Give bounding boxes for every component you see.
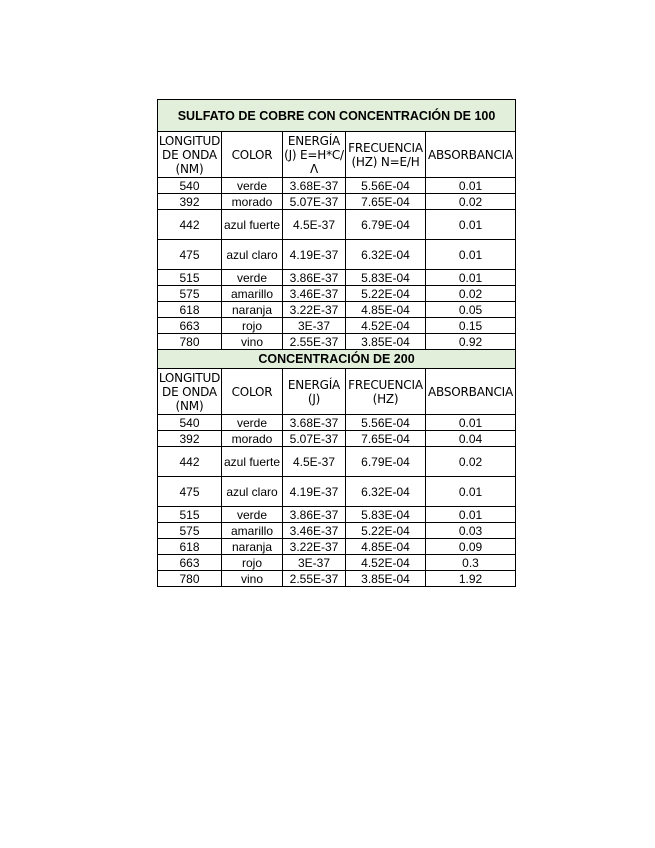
cell-frecuencia: 7.65E-04: [346, 431, 426, 447]
cell-frecuencia: 5.22E-04: [346, 523, 426, 539]
cell-absorbancia: 0.15: [426, 318, 516, 334]
cell-absorbancia: 1.92: [426, 571, 516, 587]
cell-frecuencia: 6.79E-04: [346, 447, 426, 477]
header-frecuencia: FRECUENCIA (HZ): [346, 369, 426, 415]
cell-energia: 2.55E-37: [283, 571, 346, 587]
section-title-row: [158, 350, 516, 369]
cell-frecuencia: 4.85E-04: [346, 539, 426, 555]
cell-color: rojo: [222, 318, 283, 334]
table-row: [158, 194, 516, 210]
absorbance-table: [157, 99, 516, 587]
cell-color: verde: [222, 178, 283, 194]
cell-longitud: 663: [158, 318, 222, 334]
table-row: [158, 178, 516, 194]
table-row: [158, 286, 516, 302]
table-row: [158, 431, 516, 447]
header-absorbancia: ABSORBANCIA: [426, 369, 516, 415]
cell-absorbancia: 0.09: [426, 539, 516, 555]
cell-energia: 4.19E-37: [283, 240, 346, 270]
cell-frecuencia: 6.32E-04: [346, 477, 426, 507]
cell-longitud: 442: [158, 210, 222, 240]
cell-frecuencia: 5.56E-04: [346, 415, 426, 431]
cell-color: morado: [222, 431, 283, 447]
cell-absorbancia: 0.02: [426, 447, 516, 477]
cell-energia: 3.22E-37: [283, 539, 346, 555]
cell-absorbancia: 0.02: [426, 286, 516, 302]
table-row: [158, 210, 516, 240]
cell-absorbancia: 0.04: [426, 431, 516, 447]
cell-energia: 3E-37: [283, 555, 346, 571]
header-color: COLOR: [222, 369, 283, 415]
header-row-100: [158, 132, 516, 178]
cell-absorbancia: 0.05: [426, 302, 516, 318]
cell-absorbancia: 0.01: [426, 270, 516, 286]
cell-absorbancia: 0.01: [426, 415, 516, 431]
cell-color: rojo: [222, 555, 283, 571]
cell-energia: 4.5E-37: [283, 210, 346, 240]
cell-absorbancia: 0.01: [426, 178, 516, 194]
cell-longitud: 515: [158, 270, 222, 286]
cell-energia: 3.68E-37: [283, 178, 346, 194]
cell-longitud: 475: [158, 240, 222, 270]
cell-longitud: 663: [158, 555, 222, 571]
cell-frecuencia: 4.52E-04: [346, 555, 426, 571]
cell-longitud: 780: [158, 571, 222, 587]
cell-energia: 3.86E-37: [283, 507, 346, 523]
header-longitud: LONGITUD DE ONDA (NM): [158, 133, 221, 176]
cell-energia: 5.07E-37: [283, 194, 346, 210]
cell-color: azul claro: [222, 240, 283, 270]
cell-absorbancia: 0.01: [426, 240, 516, 270]
table-row: [158, 270, 516, 286]
cell-energia: 4.19E-37: [283, 477, 346, 507]
header-longitud: LONGITUD DE ONDA (NM): [158, 370, 221, 413]
cell-frecuencia: 6.32E-04: [346, 240, 426, 270]
cell-color: azul claro: [222, 477, 283, 507]
table-row: [158, 318, 516, 334]
table-row: [158, 302, 516, 318]
cell-longitud: 540: [158, 415, 222, 431]
cell-absorbancia: 0.01: [426, 477, 516, 507]
cell-absorbancia: 0.02: [426, 194, 516, 210]
header-row-200: [158, 369, 516, 415]
cell-color: naranja: [222, 539, 283, 555]
cell-frecuencia: 5.83E-04: [346, 270, 426, 286]
cell-longitud: 475: [158, 477, 222, 507]
cell-absorbancia: 0.01: [426, 507, 516, 523]
cell-longitud: 442: [158, 447, 222, 477]
cell-color: verde: [222, 415, 283, 431]
table-row: [158, 523, 516, 539]
cell-energia: 3E-37: [283, 318, 346, 334]
cell-frecuencia: 5.83E-04: [346, 507, 426, 523]
table-title-row: [158, 100, 516, 132]
cell-longitud: 575: [158, 523, 222, 539]
cell-longitud: 515: [158, 507, 222, 523]
table-row: [158, 571, 516, 587]
cell-color: amarillo: [222, 523, 283, 539]
cell-longitud: 575: [158, 286, 222, 302]
cell-longitud: 618: [158, 302, 222, 318]
header-energia: ENERGÍA (J): [283, 369, 346, 415]
cell-color: vino: [222, 334, 283, 350]
cell-energia: 4.5E-37: [283, 447, 346, 477]
header-absorbancia: ABSORBANCIA: [426, 132, 516, 178]
cell-energia: 3.86E-37: [283, 270, 346, 286]
cell-frecuencia: 5.22E-04: [346, 286, 426, 302]
cell-absorbancia: 0.03: [426, 523, 516, 539]
cell-color: naranja: [222, 302, 283, 318]
table-title: SULFATO DE COBRE CON CONCENTRACIÓN DE 100: [158, 100, 516, 132]
cell-energia: 5.07E-37: [283, 431, 346, 447]
cell-longitud: 618: [158, 539, 222, 555]
cell-frecuencia: 3.85E-04: [346, 334, 426, 350]
cell-frecuencia: 6.79E-04: [346, 210, 426, 240]
header-frecuencia: FRECUENCIA (HZ) N=E/H: [346, 132, 426, 178]
table-row: [158, 240, 516, 270]
cell-energia: 2.55E-37: [283, 334, 346, 350]
cell-frecuencia: 5.56E-04: [346, 178, 426, 194]
cell-energia: 3.46E-37: [283, 523, 346, 539]
cell-color: verde: [222, 270, 283, 286]
table-row: [158, 334, 516, 350]
cell-longitud: 392: [158, 431, 222, 447]
cell-longitud: 780: [158, 334, 222, 350]
cell-color: morado: [222, 194, 283, 210]
header-energia: ENERGÍA (J) E=H*C/Λ: [284, 133, 344, 176]
cell-frecuencia: 4.85E-04: [346, 302, 426, 318]
cell-longitud: 540: [158, 178, 222, 194]
cell-longitud: 392: [158, 194, 222, 210]
table-row: [158, 477, 516, 507]
cell-color: vino: [222, 571, 283, 587]
header-color: COLOR: [222, 132, 283, 178]
cell-color: azul fuerte: [222, 447, 283, 477]
cell-energia: 3.46E-37: [283, 286, 346, 302]
cell-absorbancia: 0.01: [426, 210, 516, 240]
cell-color: verde: [222, 507, 283, 523]
cell-frecuencia: 3.85E-04: [346, 571, 426, 587]
cell-frecuencia: 7.65E-04: [346, 194, 426, 210]
cell-color: amarillo: [222, 286, 283, 302]
table-row: [158, 555, 516, 571]
cell-absorbancia: 0.3: [426, 555, 516, 571]
table-row: [158, 447, 516, 477]
cell-absorbancia: 0.92: [426, 334, 516, 350]
cell-frecuencia: 4.52E-04: [346, 318, 426, 334]
table-row: [158, 507, 516, 523]
cell-energia: 3.68E-37: [283, 415, 346, 431]
cell-energia: 3.22E-37: [283, 302, 346, 318]
section-title: CONCENTRACIÓN DE 200: [158, 350, 516, 369]
table-row: [158, 539, 516, 555]
cell-color: azul fuerte: [222, 210, 283, 240]
table-row: [158, 415, 516, 431]
